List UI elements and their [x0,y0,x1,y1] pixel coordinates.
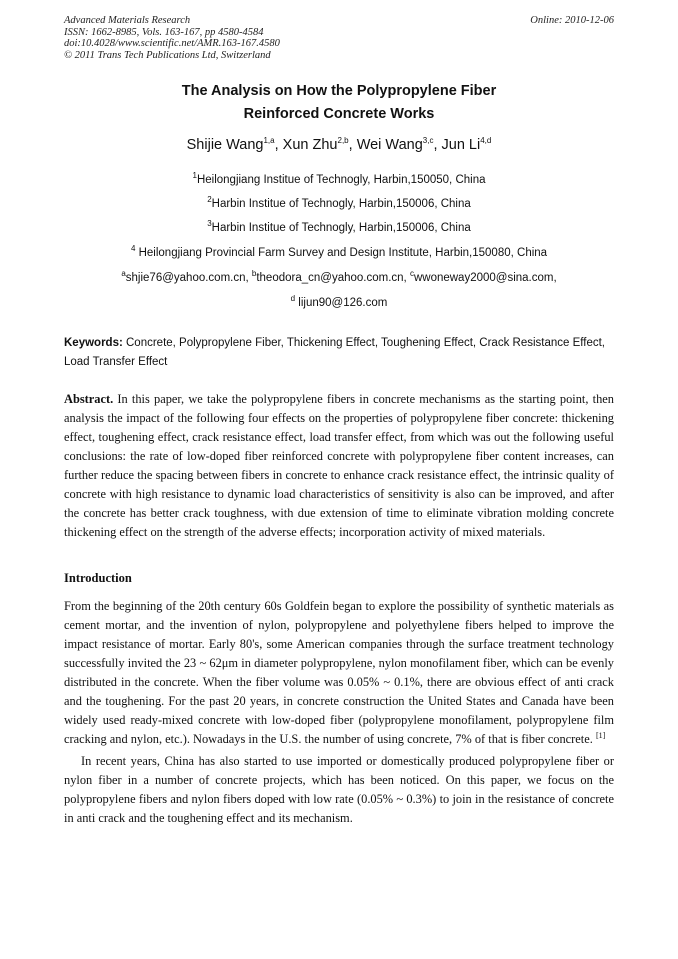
affiliation-3 [0,219,678,234]
paper-title [0,80,678,126]
intro-text-1: From the beginning of the 20th century 60s Goldfein began to explore the possibility of synthetic materials as cement mortar, and the invention of nylon, polypropylene and polyethylene fibers helped to improve the impact resistance of mortar. Early 80's, some American companies through the surface treatment technology successfully invited the 23 ~ 62μm in diameter polypropylene, nylon monofilament fiber, which can be evenly distributed in the concrete. When the fiber volume was 0.05% ~ 0.1%, there are obvious effect of anti crack and the toughening. For the past 20 years, in concrete construction the United States and Canada have been widely used ready-mixed concrete with low-doped fiber (polypropylene monofilament, polypropylene film cracking and nylon, etc.). Nowadays in the U.S. the number of using concrete, 7% of that is fiber concrete. [64,599,614,746]
author-sup: 2,b [337,136,349,146]
email-sup: a [121,269,126,279]
email-sup: b [251,269,257,279]
keywords-text: Concrete, Polypropylene Fiber, Thickening Effect, Toughening Effect, Crack Resistance Effect, Load Transfer Effect [64,337,605,368]
author-separator: , [348,137,357,153]
affiliation-2 [0,195,678,210]
online-date: Online: 2010-12-06 [530,15,614,26]
affiliation-1 [0,171,678,186]
abstract-paragraph [64,390,614,542]
title-line-2: Reinforced Concrete Works [243,106,435,122]
abstract-text: In this paper, we take the polypropylene fibers in concrete mechanisms as the starting point, then analysis the impact of the following four effects on the properties of polypropylene fiber concrete: thickening effect, toughening effect, crack resistance effect, load transfer effect, from which was out the following useful conclusions: the rate of low-doped fiber reinforced concrete with polypropylene fiber content increases, can further reduce the spacing between fibers in concrete to enhance crack resistance effect, the intrinsic quality of concrete with high resistance to dynamic load characteristics of sensitivity is also can be improved, and after the concrete has better crack toughness, with due extension of time to eliminate vibration molding concrete thickening effect on the strength of the adverse effects; incorporation activity of mixed materials. [64,392,614,539]
intro-paragraph-1 [64,597,614,749]
affiliation-sup: 4 [130,244,136,254]
affiliation-4 [0,244,678,259]
journal-name: Advanced Materials Research [64,15,191,26]
author-sup: 3,c [422,136,434,146]
doi-line: doi:10.4028/www.scientific.net/AMR.163-167.4580 [64,38,280,49]
email-text: shjie76@yahoo.com.cn, [125,272,252,284]
affiliation-text: Harbin Institue of Technogly, Harbin,150006, China [211,198,471,210]
author-sup: 4,d [480,136,492,146]
title-line-1: The Analysis on How the Polypropylene Fiber [181,83,497,99]
copyright-line: © 2011 Trans Tech Publications Ltd, Switzerland [64,49,271,61]
author-name: Shijie Wang [186,137,264,153]
keywords [64,334,614,372]
journal-header [64,15,280,61]
author-name: Wei Wang [356,137,423,153]
email-sup: c [409,269,414,279]
affiliation-text: Harbin Institue of Technogly, Harbin,150006, China [211,222,471,234]
email-line-1 [0,269,678,284]
email-line-2 [0,294,678,309]
affiliation-sup: 3 [207,219,212,229]
affiliation-sup: 2 [207,195,212,205]
intro-text-2: In recent years, China has also started to use imported or domestically produced polypropylene fiber or nylon fiber in a number of concrete projects, which has been noticed. On this paper, we focus on the polypropylene fibers and nylon fibers doped with low rate (0.05% ~ 0.3%) to join in the resistance of concrete in anti crack and the toughening effect and its mechanism. [64,754,614,825]
affiliation-sup: 1 [192,171,197,181]
email-sup: d [290,294,296,304]
keywords-label: Keywords: [64,337,123,349]
issn-line: ISSN: 1662-8985, Vols. 163-167, pp 4580-4584 [64,26,264,38]
email-text: lijun90@126.com [295,297,388,309]
author-sup: 1,a [263,136,275,146]
author-separator: , [433,137,442,153]
citation-ref: [1] [595,730,606,740]
affiliation-text: Heilongjiang Provincial Farm Survey and Design Institute, Harbin,150080, China [135,247,548,259]
author-name: Xun Zhu [282,137,338,153]
email-text: wwoneway2000@sina.com, [413,272,557,284]
intro-paragraph-2 [64,752,614,828]
author-list [0,137,678,153]
abstract-label: Abstract. [64,392,114,406]
email-text: theodora_cn@yahoo.com.cn, [256,272,410,284]
author-name: Jun Li [441,137,481,153]
author-separator: , [274,137,283,153]
affiliation-text: Heilongjiang Institue of Technogly, Harbin,150050, China [196,174,486,186]
section-heading-introduction: Introduction [64,571,132,585]
